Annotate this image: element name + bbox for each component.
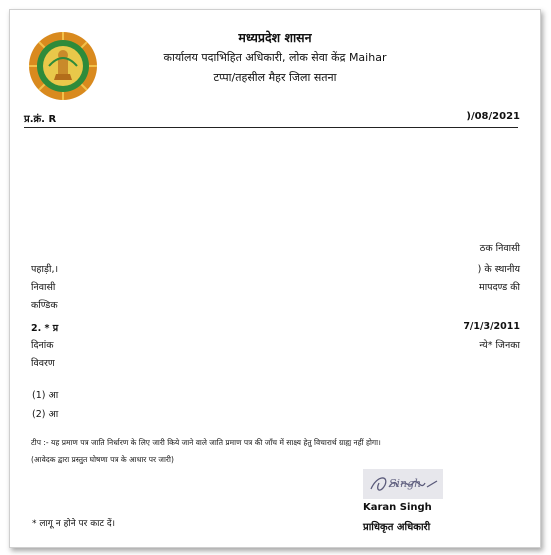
signature-text: Singh xyxy=(389,477,422,490)
office-location: टप्पा/तहसील मैहर जिला सतना xyxy=(213,71,337,84)
issue-date: )/08/2021 xyxy=(466,111,520,122)
body-fragment: विवरण xyxy=(31,358,55,369)
reference-number: प्र.क्रं. R xyxy=(24,114,57,125)
body-fragment: कण्डिक xyxy=(31,300,58,311)
list-item: (1) आ xyxy=(32,390,59,401)
note-tip: टीप :- यह प्रमाण पत्र जाति निर्धारण के लिए जारी किये जाने वाले जाति प्रमाण पत्र की जाँच में साक्ष्य हेतु विचारार्थ ग्राह्य नहीं होगा। xyxy=(31,438,381,447)
note-basis: (आवेदक द्वारा प्रस्तुत घोषणा पत्र के आधार पर जारी) xyxy=(31,455,174,464)
body-fragment: ) के स्थानीय xyxy=(477,264,520,275)
signatory-designation: प्राधिकृत अधिकारी xyxy=(363,522,431,533)
body-fragment: मापदण्ड की xyxy=(479,282,520,293)
signatory-name: Karan Singh xyxy=(363,502,432,513)
footnote: * लागू न होने पर काट दें। xyxy=(32,519,116,529)
clause-2-label: 2. * प्र xyxy=(31,323,59,334)
body-fragment: दिनांक xyxy=(31,340,54,351)
body-fragment: पहाड़ी,। xyxy=(31,264,59,275)
header-divider xyxy=(24,127,518,128)
list-item: (2) आ xyxy=(32,409,59,420)
body-fragment: निवासी xyxy=(31,282,56,293)
body-fragment: न्ये* जिनका xyxy=(479,340,520,351)
clause-2-reference: 7/1/3/2011 xyxy=(463,321,520,332)
certificate-page xyxy=(9,9,541,548)
office-name: कार्यालय पदाभिहित अधिकारी, लोक सेवा केंद्र Maihar xyxy=(163,51,387,64)
government-title: मध्यप्रदेश शासन xyxy=(238,30,312,45)
signature-image xyxy=(363,469,443,499)
body-fragment: ठक निवासी xyxy=(479,243,520,254)
